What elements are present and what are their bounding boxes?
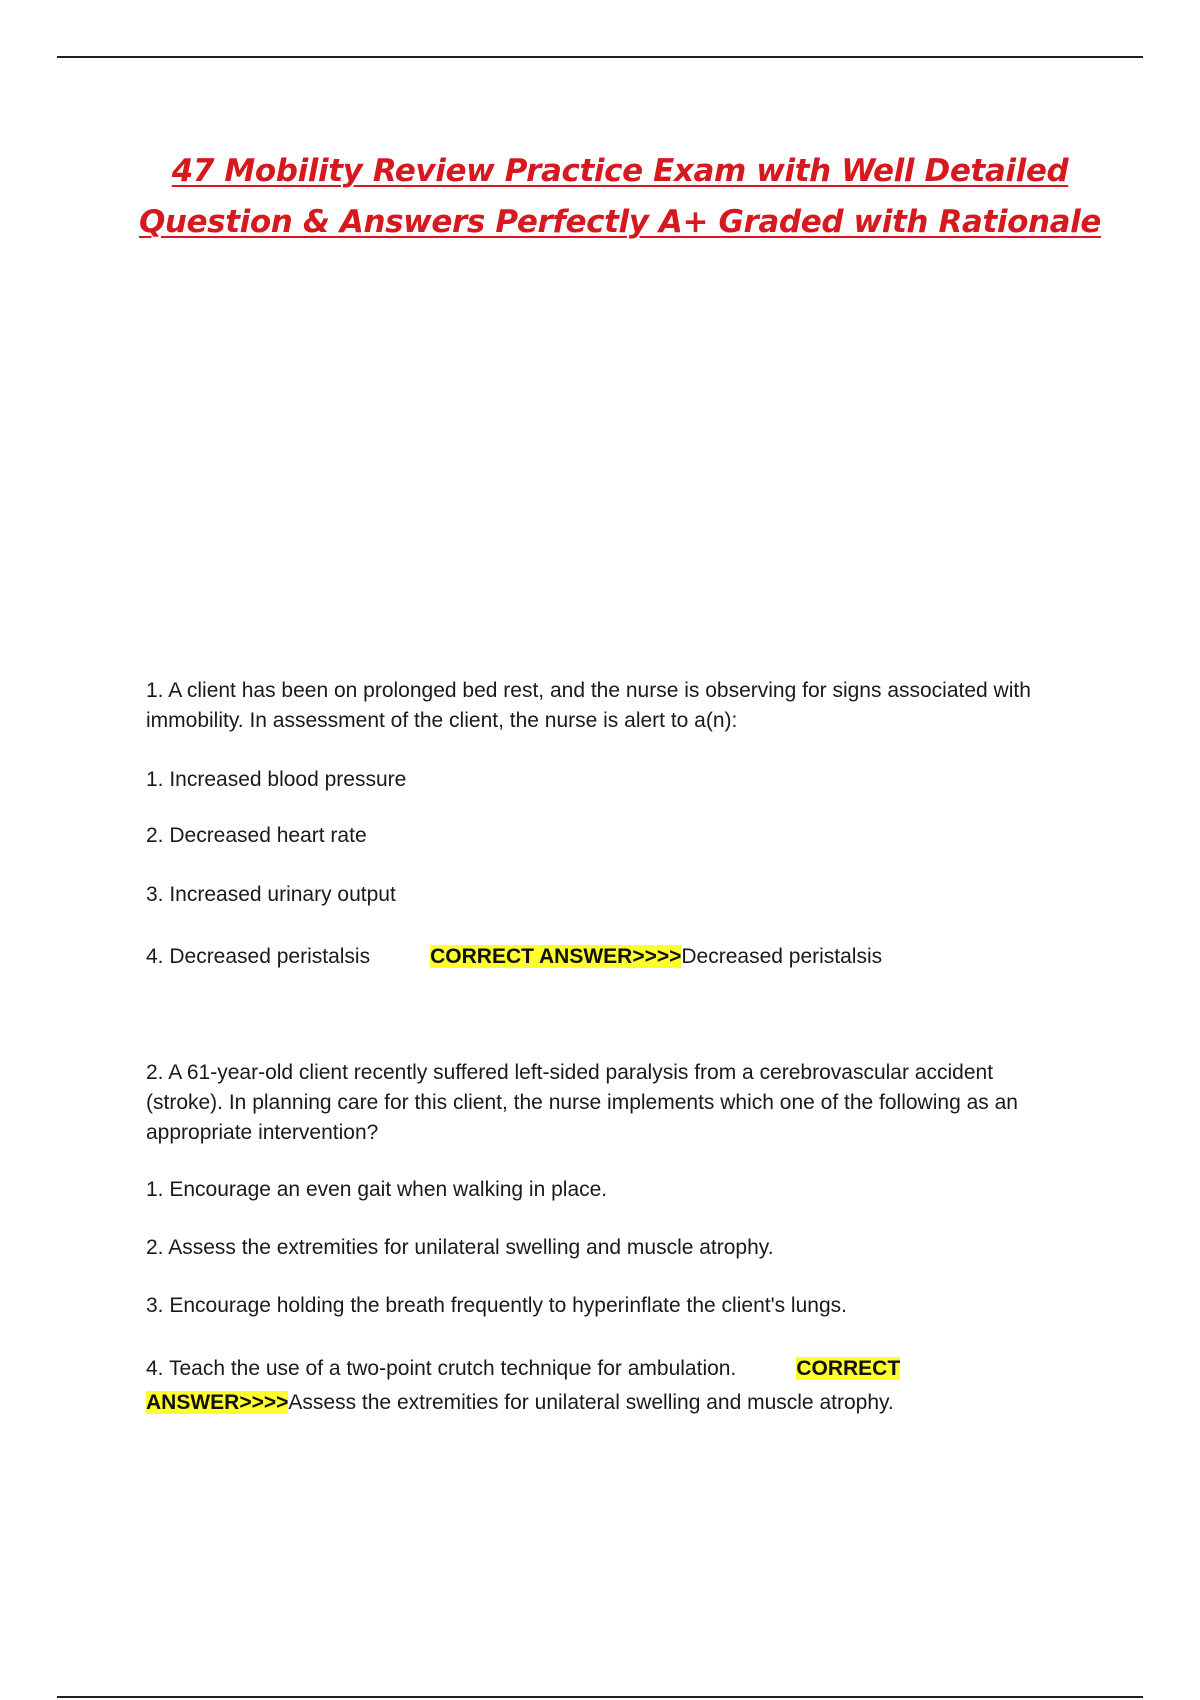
question-1-correct-answer-label: CORRECT ANSWER>>>> xyxy=(430,945,682,968)
question-1-option-3: 3. Increased urinary output xyxy=(146,883,396,906)
question-2-correct-answer-label-part-1: CORRECT xyxy=(796,1357,901,1380)
bottom-rule xyxy=(57,1696,1143,1698)
title-line-2: Question & Answers Perfectly A+ Graded with Rationale xyxy=(138,204,1102,240)
question-2-option-4: 4. Teach the use of a two-point crutch technique for ambulation. xyxy=(146,1357,737,1380)
question-2-option-3: 3. Encourage holding the breath frequently to hyperinflate the client's lungs. xyxy=(146,1294,847,1317)
question-1-stem-line-1: 1. A client has been on prolonged bed rest, and the nurse is observing for signs associated with xyxy=(146,679,1031,702)
question-2-stem xyxy=(146,1058,1086,1148)
question-1-option-4-row xyxy=(146,942,1086,972)
question-2-correct-answer-text: Assess the extremities for unilateral swelling and muscle atrophy. xyxy=(288,1391,894,1414)
top-rule xyxy=(57,56,1143,58)
title-line-1: 47 Mobility Review Practice Exam with Well Detailed xyxy=(171,153,1069,189)
question-1-correct-answer-text: Decreased peristalsis xyxy=(681,945,883,968)
document-title xyxy=(0,146,1200,248)
question-2-stem-line-2: (stroke). In planning care for this client, the nurse implements which one of the following as an xyxy=(146,1091,1018,1114)
question-2-option-2: 2. Assess the extremities for unilateral swelling and muscle atrophy. xyxy=(146,1236,774,1259)
question-2-stem-line-3: appropriate intervention? xyxy=(146,1121,379,1144)
question-1-option-4: 4. Decreased peristalsis xyxy=(146,945,371,968)
question-2-correct-answer-label-part-2: ANSWER>>>> xyxy=(146,1391,289,1414)
question-1-option-1: 1. Increased blood pressure xyxy=(146,768,407,791)
question-1-stem-line-2: immobility. In assessment of the client, the nurse is alert to a(n): xyxy=(146,709,738,732)
question-1-option-2: 2. Decreased heart rate xyxy=(146,824,367,847)
question-1-stem xyxy=(146,676,1086,736)
question-2-stem-line-1: 2. A 61-year-old client recently suffered left-sided paralysis from a cerebrovascular accident xyxy=(146,1061,994,1084)
question-2-option-4-row xyxy=(146,1352,1086,1420)
question-2-option-1: 1. Encourage an even gait when walking in place. xyxy=(146,1178,608,1201)
